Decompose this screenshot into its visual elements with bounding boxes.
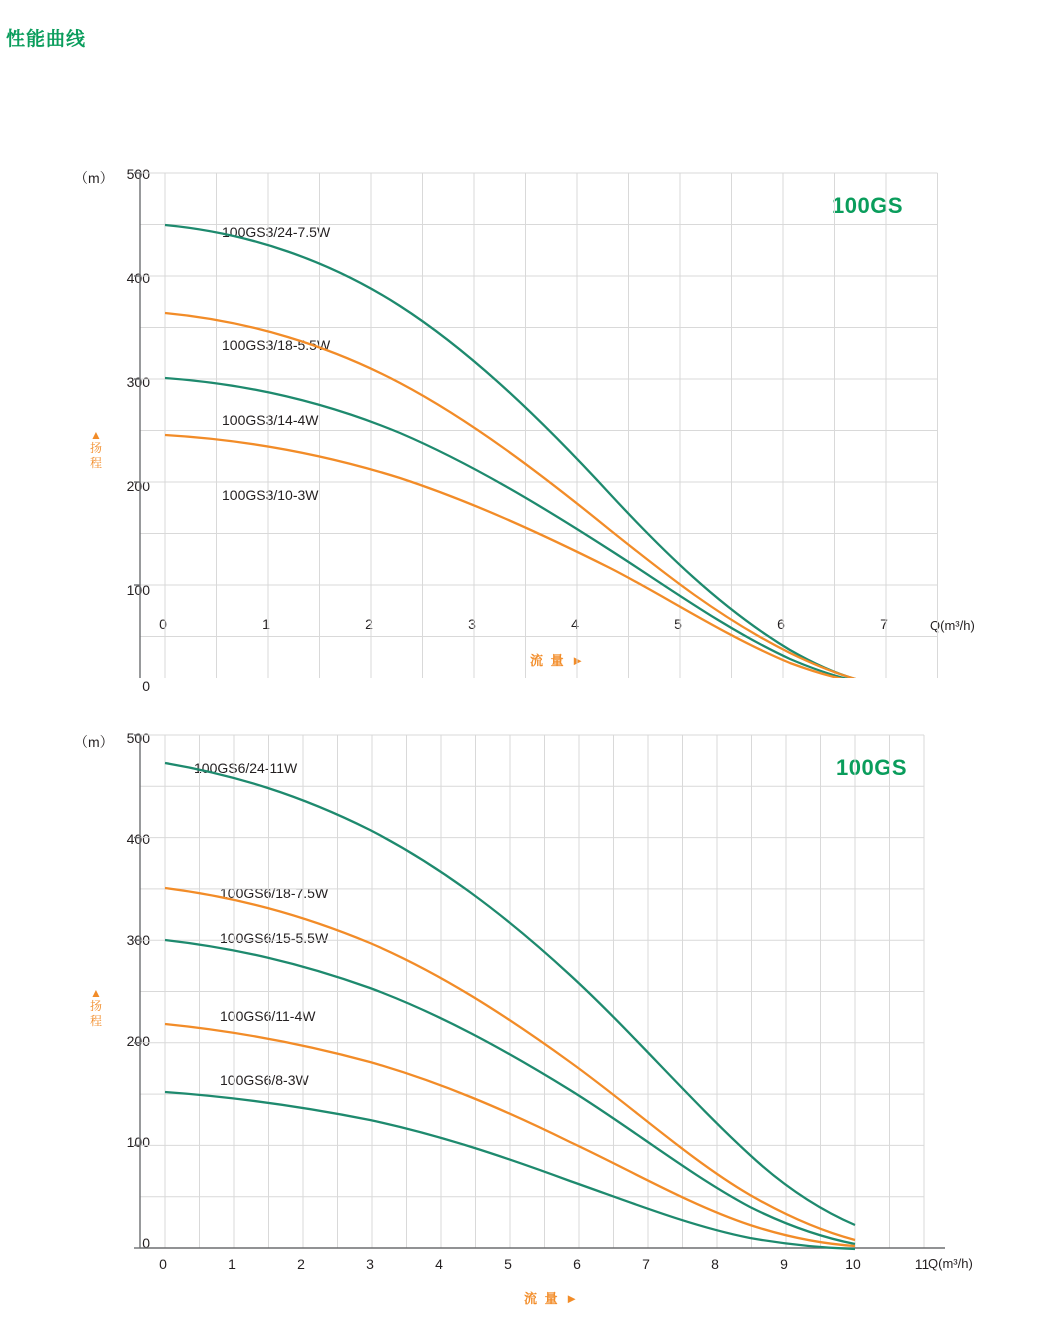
- y-tick-label: 300: [126, 932, 150, 948]
- curve-label: 100GS6/18-7.5W: [220, 885, 329, 901]
- y-tick-label: 300: [126, 374, 150, 390]
- curve-label: 100GS6/15-5.5W: [220, 930, 329, 946]
- x-tick-label: 3: [366, 1256, 374, 1272]
- y-tick-label: 500: [126, 166, 150, 182]
- y-tick-label: 0: [142, 678, 150, 694]
- curve-label: 100GS6/8-3W: [220, 1072, 309, 1088]
- y-tick-label: 100: [126, 582, 150, 598]
- x-tick-label: 5: [674, 616, 682, 632]
- x-tick-label: 6: [573, 1256, 581, 1272]
- x-tick-label: 1: [262, 616, 270, 632]
- y-tick-label: 200: [126, 478, 150, 494]
- x-tick-label: 0: [159, 616, 167, 632]
- performance-chart-2: [0, 700, 1056, 1320]
- curve-100gs3-14-4w: [165, 378, 872, 678]
- curve-label: 100GS3/24-7.5W: [222, 224, 331, 240]
- x-tick-label: 0: [159, 1256, 167, 1272]
- y-tick-label: 500: [126, 730, 150, 746]
- x-axis-title-1: 流 量 ►: [530, 653, 587, 668]
- performance-chart-1: [0, 78, 1056, 694]
- x-axis-title-2: 流 量 ►: [524, 1291, 581, 1306]
- x-axis-unit-2: Q(m³/h): [928, 1256, 973, 1271]
- chart-1-svg: [0, 78, 1056, 678]
- curve-label: 100GS6/11-4W: [220, 1008, 316, 1024]
- y-tick-label: 100: [126, 1134, 150, 1150]
- page-title: 性能曲线: [6, 29, 87, 50]
- x-tick-label: 6: [777, 616, 785, 632]
- y-tick-label: 400: [126, 270, 150, 286]
- chart-brand-2: 100GS: [836, 755, 907, 780]
- x-tick-label: 10: [845, 1256, 861, 1272]
- y-axis-title-text-1: 扬 程: [89, 441, 102, 470]
- curve-label: 100GS3/10-3W: [222, 487, 319, 503]
- y-axis-unit-2: （m）: [74, 734, 114, 750]
- x-axis-unit-1: Q(m³/h): [930, 618, 975, 633]
- x-tick-label: 2: [365, 616, 373, 632]
- y-tick-label: 200: [126, 1033, 150, 1049]
- chart-brand-1: 100GS: [832, 193, 903, 218]
- x-tick-label: 7: [642, 1256, 650, 1272]
- curve-100gs3-18-5-5w: [165, 313, 872, 678]
- y-tick-label: 400: [126, 831, 150, 847]
- x-tick-label: 8: [711, 1256, 719, 1272]
- chart-2-svg: [0, 700, 1056, 1320]
- y-axis-arrow-icon-2: ▲: [90, 986, 102, 1000]
- x-tick-label: 4: [571, 616, 579, 632]
- curve-label: 100GS6/24-11W: [194, 760, 298, 776]
- x-tick-label: 2: [297, 1256, 305, 1272]
- x-tick-label: 4: [435, 1256, 443, 1272]
- curve-100gs3-24-7-5w: [165, 225, 872, 678]
- y-axis-arrow-icon-1: ▲: [90, 428, 102, 442]
- curve-label: 100GS3/18-5.5W: [222, 337, 331, 353]
- x-tick-label: 3: [468, 616, 476, 632]
- curve-label: 100GS3/14-4W: [222, 412, 319, 428]
- x-tick-label: 5: [504, 1256, 512, 1272]
- x-tick-label: 9: [780, 1256, 788, 1272]
- x-tick-label: 7: [880, 616, 888, 632]
- x-tick-label: 1: [228, 1256, 236, 1272]
- y-axis-unit-1: （m）: [74, 170, 114, 186]
- y-axis-title-text-2: 扬 程: [89, 999, 102, 1028]
- x-tick-label: 11: [914, 1256, 930, 1272]
- y-tick-label: 0: [142, 1235, 150, 1251]
